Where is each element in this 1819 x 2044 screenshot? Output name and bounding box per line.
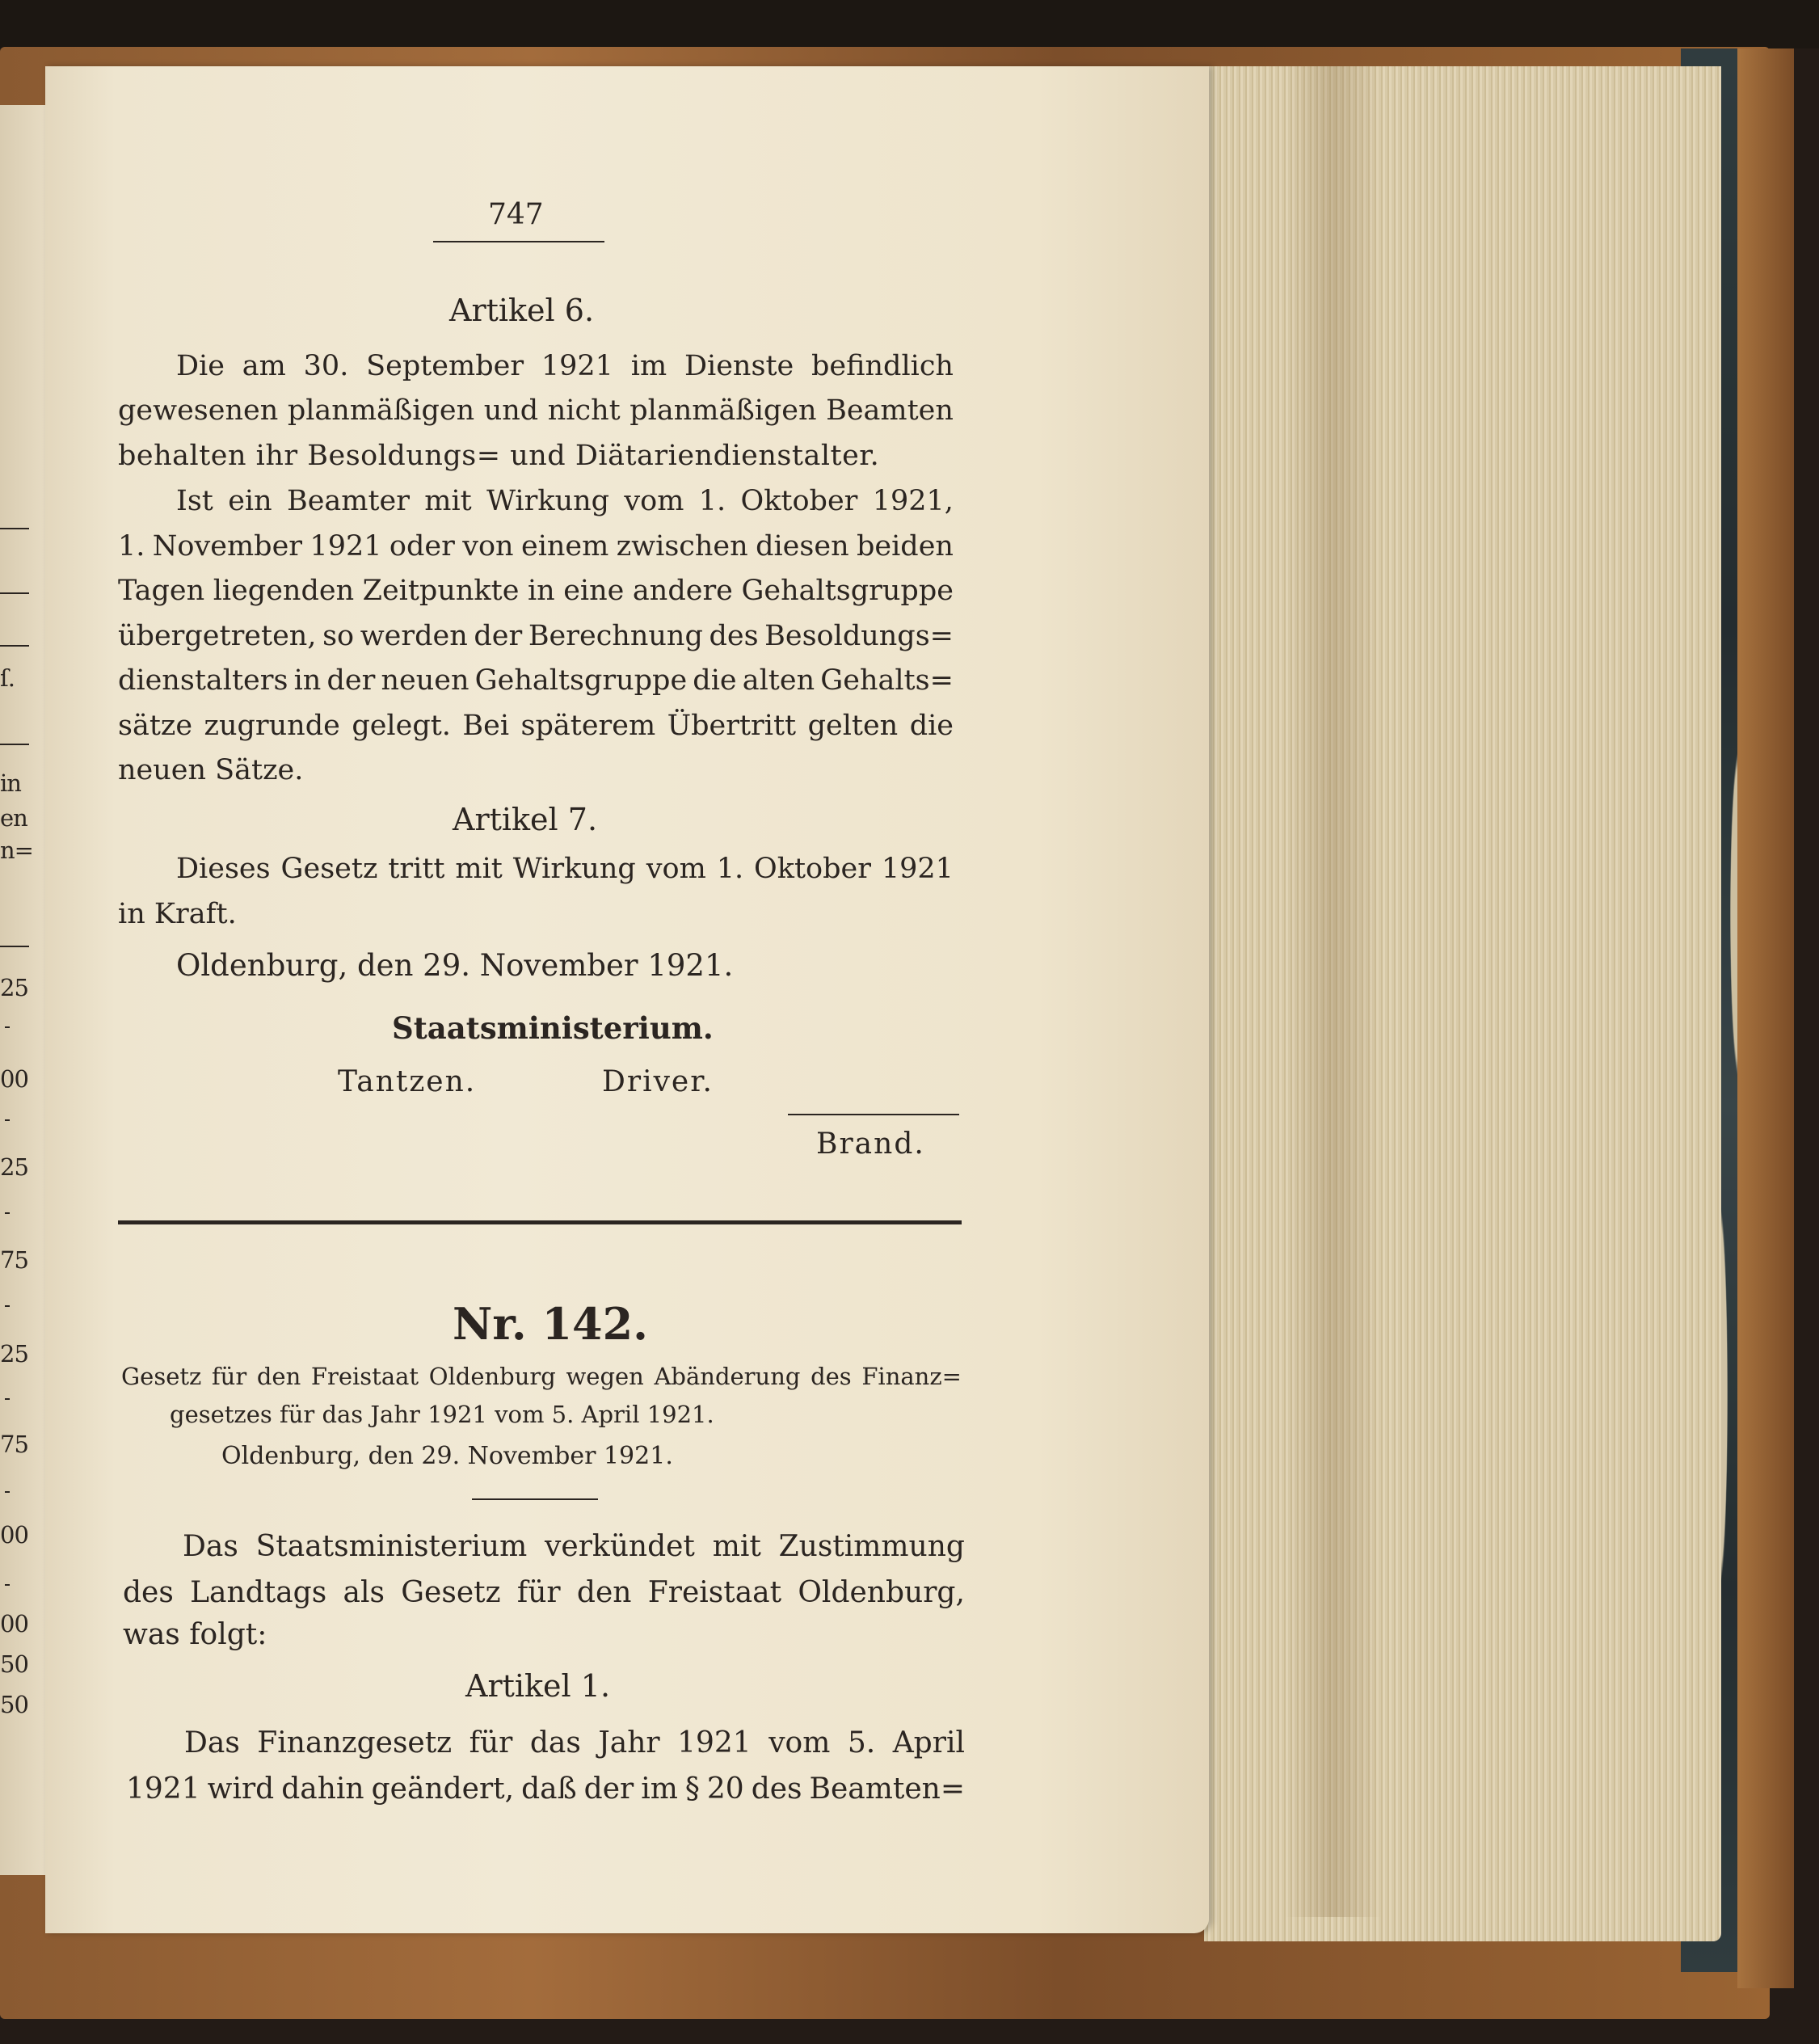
left-page-fragment: en bbox=[0, 804, 27, 832]
word: Wirkung bbox=[486, 485, 610, 517]
article-6-line bbox=[118, 575, 954, 607]
left-page-tick bbox=[5, 1026, 10, 1028]
left-page-fragment: 50 bbox=[0, 1650, 28, 1678]
left-page-fragment: 50 bbox=[0, 1691, 28, 1718]
word: Landtags bbox=[190, 1576, 327, 1609]
word: sätze bbox=[118, 710, 193, 742]
word: Oktober bbox=[740, 485, 858, 517]
word: Tagen bbox=[118, 575, 205, 607]
word: Wirkung bbox=[512, 853, 636, 885]
word: das bbox=[529, 1726, 581, 1760]
left-page-rule bbox=[0, 528, 29, 529]
word: die bbox=[909, 710, 954, 742]
word: 1921, bbox=[872, 485, 954, 517]
signatory-brand: Brand. bbox=[816, 1127, 925, 1161]
left-page-tick bbox=[5, 1212, 10, 1214]
word: Gesetz bbox=[401, 1576, 501, 1609]
law-date: Oldenburg, den 29. November 1921. bbox=[221, 1442, 673, 1470]
word: gelten bbox=[807, 710, 899, 742]
left-page-fragment: ſ. bbox=[0, 664, 15, 692]
word: Besoldungs= bbox=[764, 620, 954, 652]
word: und bbox=[483, 394, 539, 427]
word: Abänderung bbox=[654, 1363, 801, 1390]
page-edges bbox=[1204, 66, 1721, 1941]
intro-line: was folgt: bbox=[123, 1618, 267, 1651]
left-page-tick bbox=[5, 1398, 10, 1400]
word: Gehaltsgruppe bbox=[741, 575, 954, 607]
word: planmäßigen bbox=[629, 394, 817, 427]
word: vom bbox=[646, 853, 706, 885]
word: vom bbox=[768, 1726, 831, 1760]
word: 1921 bbox=[881, 853, 954, 885]
law-title-line bbox=[121, 1363, 962, 1390]
word: nicht bbox=[547, 394, 621, 427]
left-page-fragment: 00 bbox=[0, 1521, 28, 1549]
left-page-rule bbox=[0, 744, 29, 745]
background-top bbox=[0, 0, 1819, 48]
word: Ist bbox=[176, 485, 213, 517]
word: Beamter bbox=[286, 485, 410, 517]
word: des bbox=[709, 620, 759, 652]
page-number: 747 bbox=[488, 198, 544, 231]
word: oder bbox=[389, 530, 455, 563]
word: gelegt. bbox=[352, 710, 451, 742]
article-6-line bbox=[176, 350, 954, 382]
word: verkündet bbox=[545, 1530, 695, 1563]
word: Beamten= bbox=[809, 1772, 965, 1806]
article-6-line bbox=[118, 394, 954, 427]
word: zwischen bbox=[616, 530, 748, 563]
leather-edge bbox=[1737, 48, 1794, 1988]
word: im bbox=[630, 350, 667, 382]
word: Zeitpunkte bbox=[362, 575, 520, 607]
word: September bbox=[366, 350, 524, 382]
word: wegen bbox=[566, 1363, 644, 1390]
ministry-signature: Staatsministerium. bbox=[392, 1010, 714, 1046]
word: den bbox=[576, 1576, 632, 1609]
word: Zustimmung bbox=[778, 1530, 965, 1563]
word: gewesenen bbox=[118, 394, 279, 427]
word: übergetreten, bbox=[118, 620, 317, 652]
article-6-heading: Artikel 6. bbox=[449, 293, 595, 328]
word: von bbox=[462, 530, 514, 563]
word: 1921 bbox=[541, 350, 613, 382]
word: Freistaat bbox=[310, 1363, 419, 1390]
left-page-fragment: 00 bbox=[0, 1610, 28, 1637]
article-6-line bbox=[118, 710, 954, 742]
word: 1. bbox=[698, 485, 726, 517]
left-page-tick bbox=[5, 1491, 10, 1493]
word: 1921 bbox=[126, 1772, 200, 1806]
word: Staatsministerium bbox=[255, 1530, 528, 1563]
word: der bbox=[583, 1772, 634, 1806]
word: Oktober bbox=[754, 853, 871, 885]
left-page-tick bbox=[5, 1305, 10, 1307]
word: mit bbox=[712, 1530, 761, 1563]
word: Das bbox=[184, 1726, 240, 1760]
word: liegenden bbox=[213, 575, 355, 607]
word: späterem bbox=[520, 710, 656, 742]
word: Beamten bbox=[826, 394, 954, 427]
word: in bbox=[527, 575, 555, 607]
word: geändert, bbox=[371, 1772, 515, 1806]
law-title-line: gesetzes für das Jahr 1921 vom 5. April 1921. bbox=[170, 1401, 714, 1428]
word: 1921 bbox=[309, 530, 382, 563]
word: diesen bbox=[756, 530, 849, 563]
left-page-rule bbox=[0, 592, 29, 594]
word: § bbox=[684, 1772, 700, 1806]
word: den bbox=[256, 1363, 301, 1390]
word: mit bbox=[424, 485, 472, 517]
word: der bbox=[326, 664, 376, 697]
word: für bbox=[469, 1726, 513, 1760]
word: Übertritt bbox=[667, 710, 797, 742]
word: Jahr bbox=[598, 1726, 660, 1760]
word: Oldenburg bbox=[428, 1363, 556, 1390]
left-page-rule bbox=[0, 645, 29, 647]
signatory-driver: Driver. bbox=[602, 1065, 714, 1098]
word: 5. bbox=[847, 1726, 876, 1760]
word: April bbox=[892, 1726, 965, 1760]
word: 1. bbox=[716, 853, 744, 885]
word: tritt bbox=[388, 853, 445, 885]
word: 20 bbox=[706, 1772, 744, 1806]
left-page-fragment: n= bbox=[0, 837, 33, 864]
title-rule bbox=[472, 1498, 598, 1500]
left-page-fragment: 75 bbox=[0, 1431, 28, 1458]
article-7-line: in Kraft. bbox=[118, 898, 237, 930]
left-page-tick bbox=[5, 1119, 10, 1121]
word: Berechnung bbox=[528, 620, 703, 652]
law-number: Nr. 142. bbox=[453, 1298, 648, 1350]
intro-line bbox=[183, 1530, 965, 1563]
article-6-line bbox=[118, 664, 954, 697]
word: des bbox=[123, 1576, 174, 1609]
closing-place-date: Oldenburg, den 29. November 1921. bbox=[176, 948, 734, 983]
left-page-fragment: 25 bbox=[0, 1153, 28, 1181]
word: ein bbox=[228, 485, 272, 517]
left-page-fragment: in bbox=[0, 769, 21, 797]
word: im bbox=[641, 1772, 678, 1806]
section-divider bbox=[118, 1220, 962, 1224]
word: eine bbox=[563, 575, 625, 607]
word: Gehaltsgruppe bbox=[474, 664, 688, 697]
word: so bbox=[322, 620, 355, 652]
article-6-line bbox=[118, 620, 954, 652]
intro-line bbox=[123, 1576, 965, 1609]
word: 1. bbox=[118, 530, 145, 563]
word: am bbox=[242, 350, 286, 382]
article-7-heading: Artikel 7. bbox=[453, 802, 598, 837]
word: Dienste bbox=[684, 350, 794, 382]
article-1-heading: Artikel 1. bbox=[465, 1668, 611, 1704]
word: andere bbox=[632, 575, 733, 607]
word: Bei bbox=[462, 710, 510, 742]
word: Finanzgesetz bbox=[257, 1726, 453, 1760]
word: Freistaat bbox=[647, 1576, 782, 1609]
word: alten bbox=[742, 664, 815, 697]
word: Gesetz bbox=[121, 1363, 202, 1390]
word: in bbox=[293, 664, 322, 697]
article-6-line: neuen Sätze. bbox=[118, 754, 304, 786]
word: dienstalters bbox=[118, 664, 288, 697]
word: der bbox=[474, 620, 523, 652]
word: für bbox=[516, 1576, 561, 1609]
word: Das bbox=[183, 1530, 238, 1563]
article-6-line: behalten ihr Besoldungs= und Diätariendienstalter. bbox=[118, 440, 880, 472]
document-page bbox=[45, 66, 1209, 1933]
word: 30. bbox=[303, 350, 349, 382]
word: 1921 bbox=[677, 1726, 752, 1760]
article-1-line bbox=[184, 1726, 965, 1760]
word: werden bbox=[360, 620, 468, 652]
article-6-line bbox=[176, 485, 954, 517]
left-page-fragment: 00 bbox=[0, 1065, 28, 1093]
word: Dieses bbox=[176, 853, 271, 885]
word: Die bbox=[176, 350, 225, 382]
word: Oldenburg, bbox=[798, 1576, 965, 1609]
word: Gesetz bbox=[280, 853, 378, 885]
signatory-tantzen: Tantzen. bbox=[338, 1065, 477, 1098]
word: vom bbox=[624, 485, 684, 517]
word: befindlich bbox=[811, 350, 954, 382]
word: Finanz= bbox=[861, 1363, 962, 1390]
page-edges-shadow bbox=[1285, 66, 1382, 1917]
article-7-line bbox=[176, 853, 954, 885]
word: zugrunde bbox=[204, 710, 340, 742]
word: planmäßigen bbox=[287, 394, 475, 427]
word: Gehalts= bbox=[820, 664, 954, 697]
word: für bbox=[211, 1363, 247, 1390]
article-1-line bbox=[126, 1772, 965, 1806]
word: neuen bbox=[381, 664, 469, 697]
word: daß bbox=[521, 1772, 577, 1806]
left-page-rule bbox=[0, 946, 29, 947]
word: die bbox=[693, 664, 737, 697]
word: dahin bbox=[281, 1772, 364, 1806]
left-page-fragment: 25 bbox=[0, 1340, 28, 1368]
word: beiden bbox=[857, 530, 954, 563]
left-facing-page bbox=[0, 105, 48, 1875]
left-page-fragment: 75 bbox=[0, 1246, 28, 1274]
signature-rule bbox=[788, 1114, 959, 1115]
article-6-line bbox=[118, 530, 954, 563]
left-page-tick bbox=[5, 1584, 10, 1586]
word: des bbox=[751, 1772, 802, 1806]
left-page-fragment: 25 bbox=[0, 974, 28, 1001]
word: November bbox=[152, 530, 303, 563]
word: wird bbox=[207, 1772, 275, 1806]
word: mit bbox=[455, 853, 503, 885]
header-rule bbox=[433, 241, 604, 242]
word: als bbox=[343, 1576, 385, 1609]
word: einem bbox=[520, 530, 609, 563]
word: des bbox=[811, 1363, 852, 1390]
